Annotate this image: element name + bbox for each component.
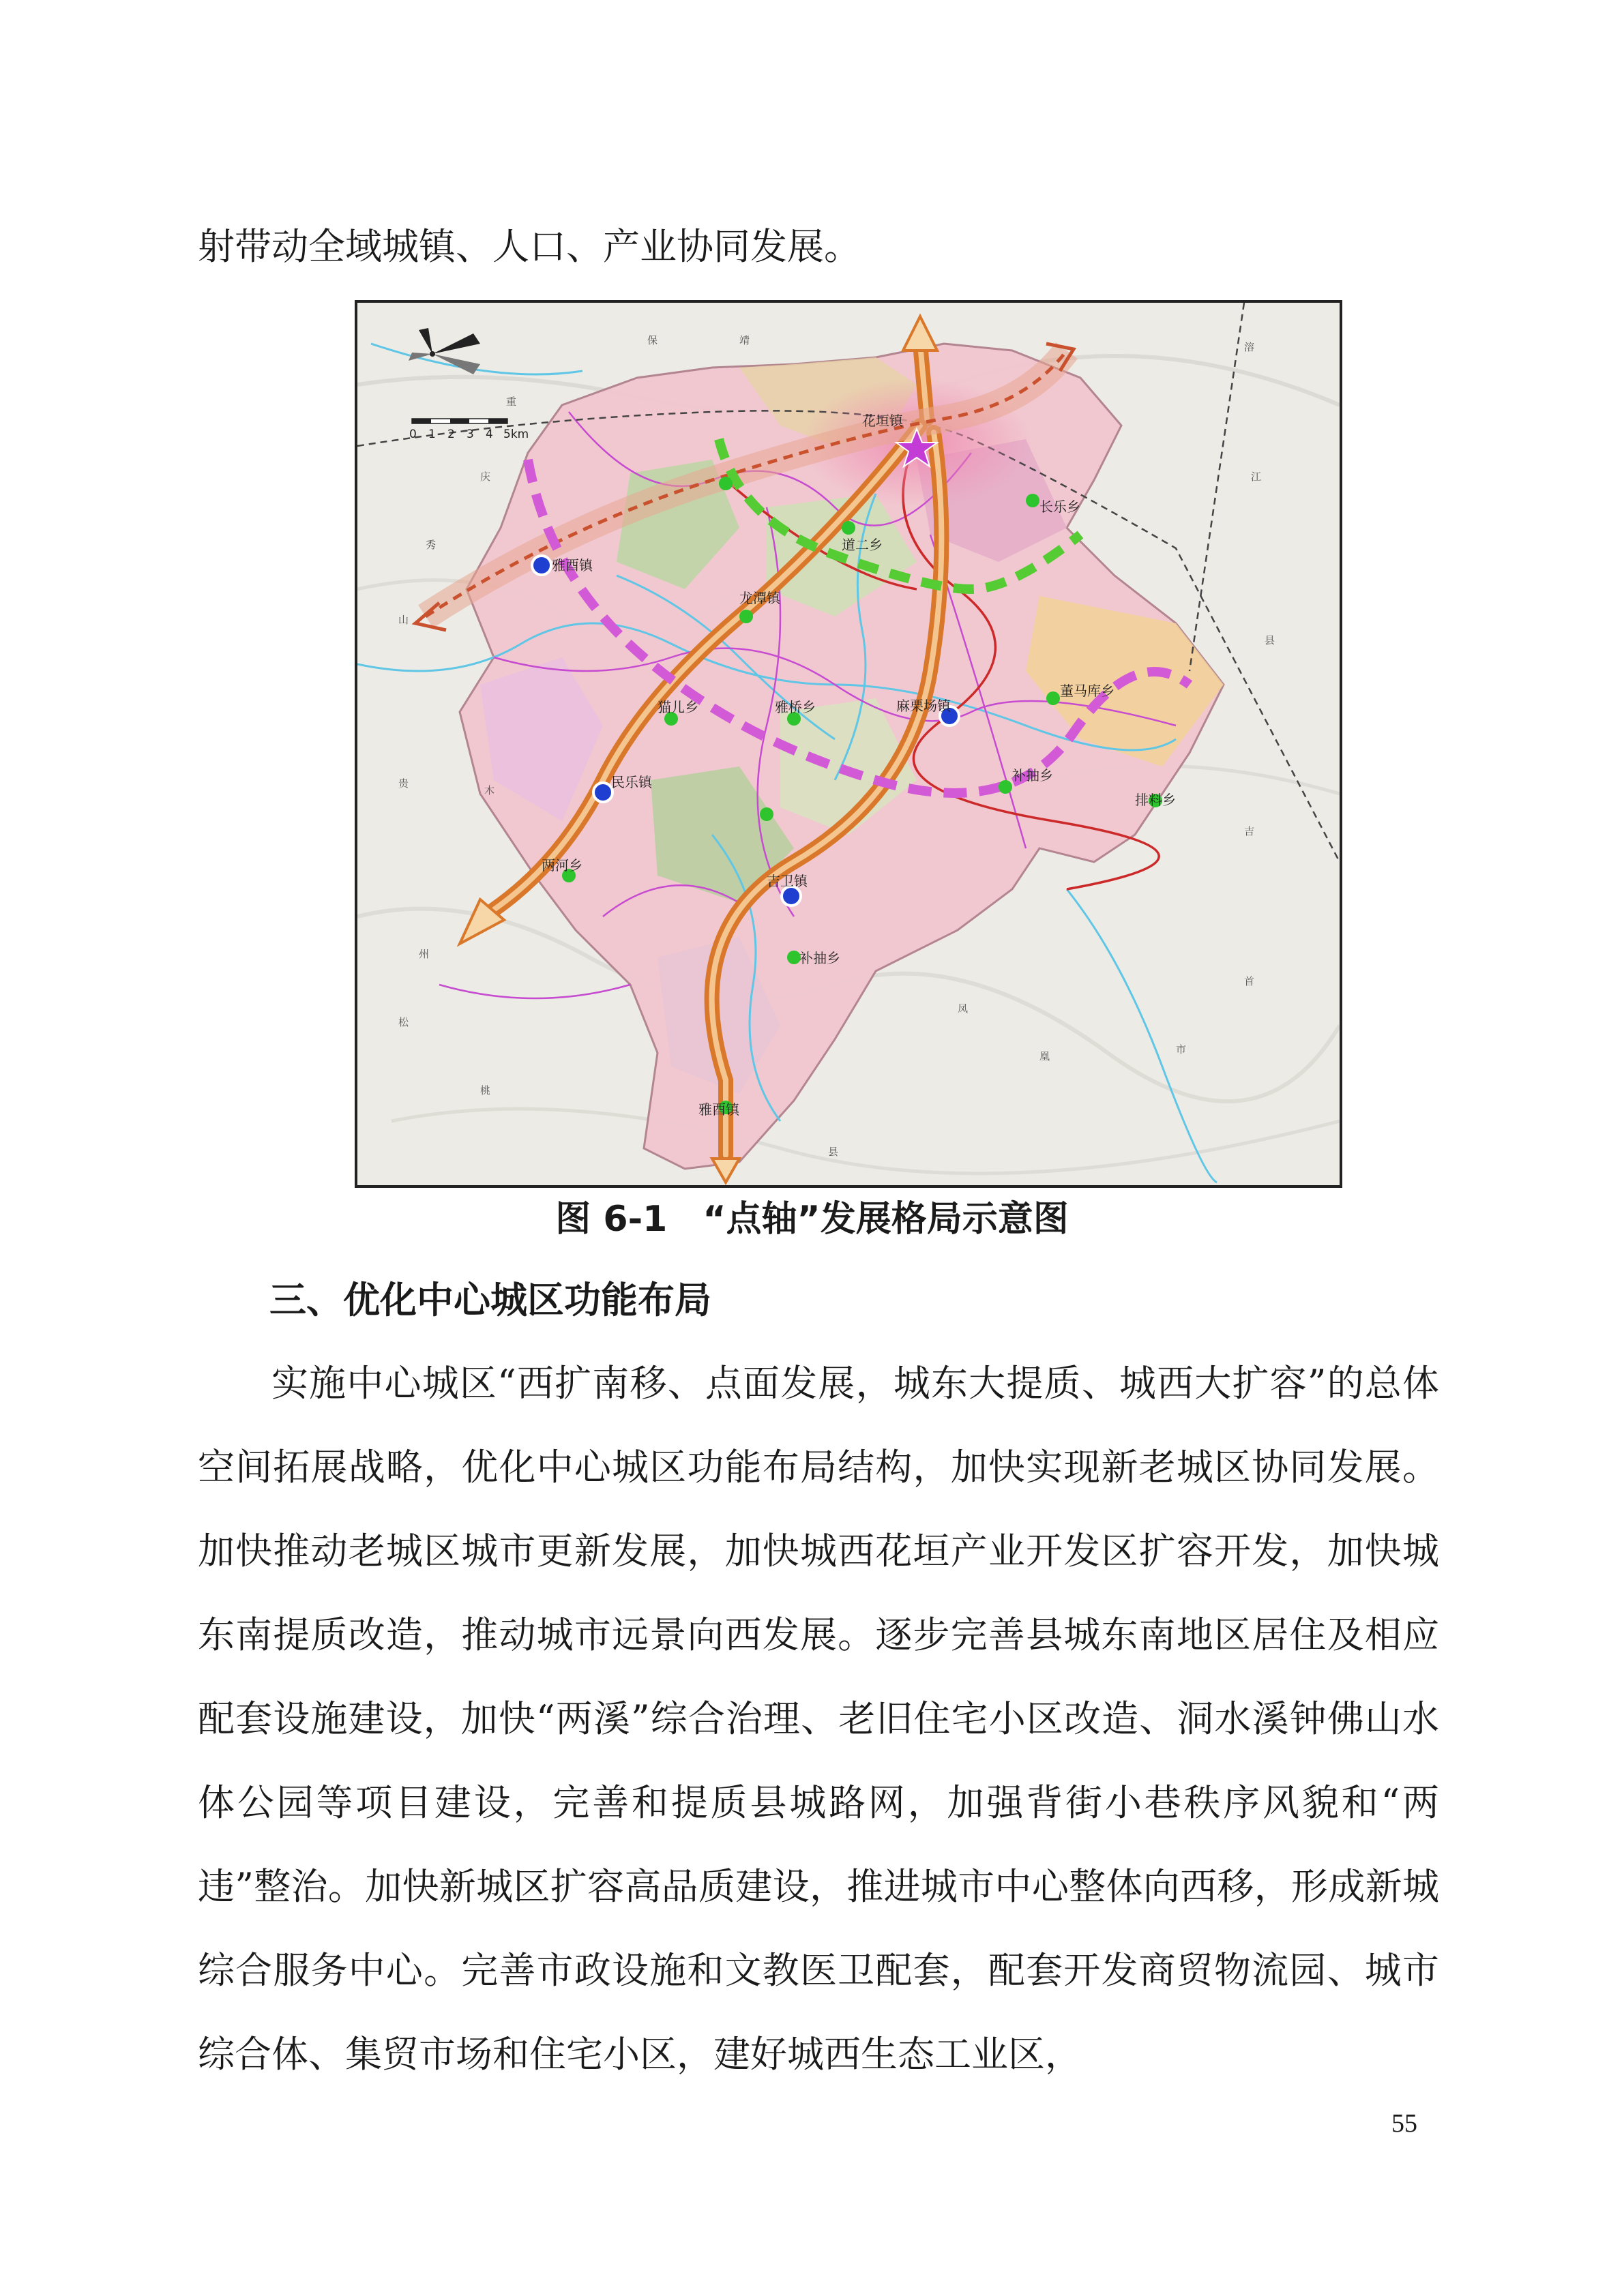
- scale-tick-label: 1: [428, 428, 436, 441]
- scale-tick-label: 0: [409, 428, 417, 441]
- town-label: 吉卫镇: [767, 873, 808, 889]
- margin-label: 市: [1176, 1043, 1187, 1056]
- margin-label: 秀: [426, 539, 437, 551]
- margin-label: 保: [647, 334, 658, 346]
- scale-tick-label: 4: [486, 428, 493, 441]
- town-label: 两河乡: [542, 857, 582, 874]
- margin-label: 凰: [1039, 1050, 1050, 1062]
- town-label: 雅酉镇: [698, 1101, 739, 1118]
- central-node: [532, 556, 551, 575]
- town-label: 长乐乡: [1039, 498, 1080, 515]
- town-node: [760, 807, 773, 821]
- margin-label: 庆: [480, 471, 491, 483]
- town-label: 道二乡: [842, 537, 883, 553]
- section-heading: 三、优化中心城区功能布局: [269, 1279, 711, 1322]
- town-label: 麻栗场镇: [896, 698, 951, 714]
- town-label: 董马库乡: [1060, 683, 1114, 699]
- margin-label: 贵: [398, 777, 409, 790]
- margin-label: 木: [484, 784, 495, 796]
- margin-label: 县: [828, 1146, 839, 1158]
- town-label: 补抽乡: [1012, 767, 1053, 784]
- margin-label: 江: [1251, 471, 1262, 483]
- town-label: 花垣镇: [862, 413, 903, 429]
- margin-label: 溶: [1244, 341, 1255, 353]
- body-paragraph: 实施中心城区“西扩南移、点面发展，城东大提质、城西大扩容”的总体空间拓展战略，优化中心城区功能布局结构，加快实现新老城区协同发展。加快推动老城区城市更新发展，加快城西花垣产业开发区扩容开发，加快城东南提质改造，推动城市远景向西发展。逐步完善县城东南地区居住及相应配套设施建设，加快“两溪”综合治理、老旧住宅小区改造、洞水溪钟佛山水体公园等项目建设，完善和提质县城路网，加强背街小巷秩序风貌和“两违”整治。加快新城区扩容高品质建设，推进城市中心整体向西移，形成新城综合服务中心。完善市政设施和文教医卫配套，配套开发商贸物流园、城市综合体、集贸市场和住宅小区，建好城西生态工业区，: [198, 1362, 1439, 2076]
- margin-label: 州: [419, 948, 430, 960]
- margin-label: 凤: [958, 1002, 969, 1015]
- margin-label: 首: [1244, 975, 1255, 987]
- margin-label: 靖: [739, 334, 750, 346]
- town-node: [999, 780, 1012, 794]
- margin-label: 松: [398, 1016, 409, 1028]
- town-label: 龙潭镇: [739, 590, 780, 606]
- scale-tick-label: 2: [447, 428, 455, 441]
- town-node: [719, 477, 733, 490]
- intro-text-line: 射带动全域城镇、人口、产业协同发展。: [198, 225, 861, 268]
- development-pattern-map: [357, 303, 1340, 1185]
- central-node: [782, 886, 801, 906]
- town-label: 补抽乡: [799, 950, 840, 966]
- scale-tick-label: 3: [467, 428, 474, 441]
- margin-label: 桃: [480, 1084, 491, 1097]
- town-label: 猫儿乡: [658, 699, 698, 715]
- margin-label: 重: [506, 396, 517, 408]
- town-node: [739, 610, 753, 623]
- town-label: 雅酉镇: [552, 557, 593, 573]
- margin-label: 吉: [1244, 825, 1255, 837]
- page-number: 55: [1391, 2109, 1417, 2138]
- margin-label: 县: [1265, 634, 1275, 646]
- town-node: [1046, 691, 1060, 705]
- central-node: [593, 783, 612, 802]
- scale-tick-label: 5km: [503, 428, 529, 441]
- town-label: 民乐镇: [611, 774, 652, 790]
- town-node: [1026, 494, 1039, 507]
- town-node: [842, 521, 855, 535]
- figure-caption: 图 6-1 “点轴”发展格局示意图: [555, 1199, 1069, 1240]
- figure-map: [355, 300, 1342, 1188]
- town-node: [787, 951, 801, 964]
- town-label: 雅桥乡: [775, 699, 816, 715]
- town-label: 排料乡: [1135, 792, 1176, 808]
- margin-label: 山: [398, 614, 409, 626]
